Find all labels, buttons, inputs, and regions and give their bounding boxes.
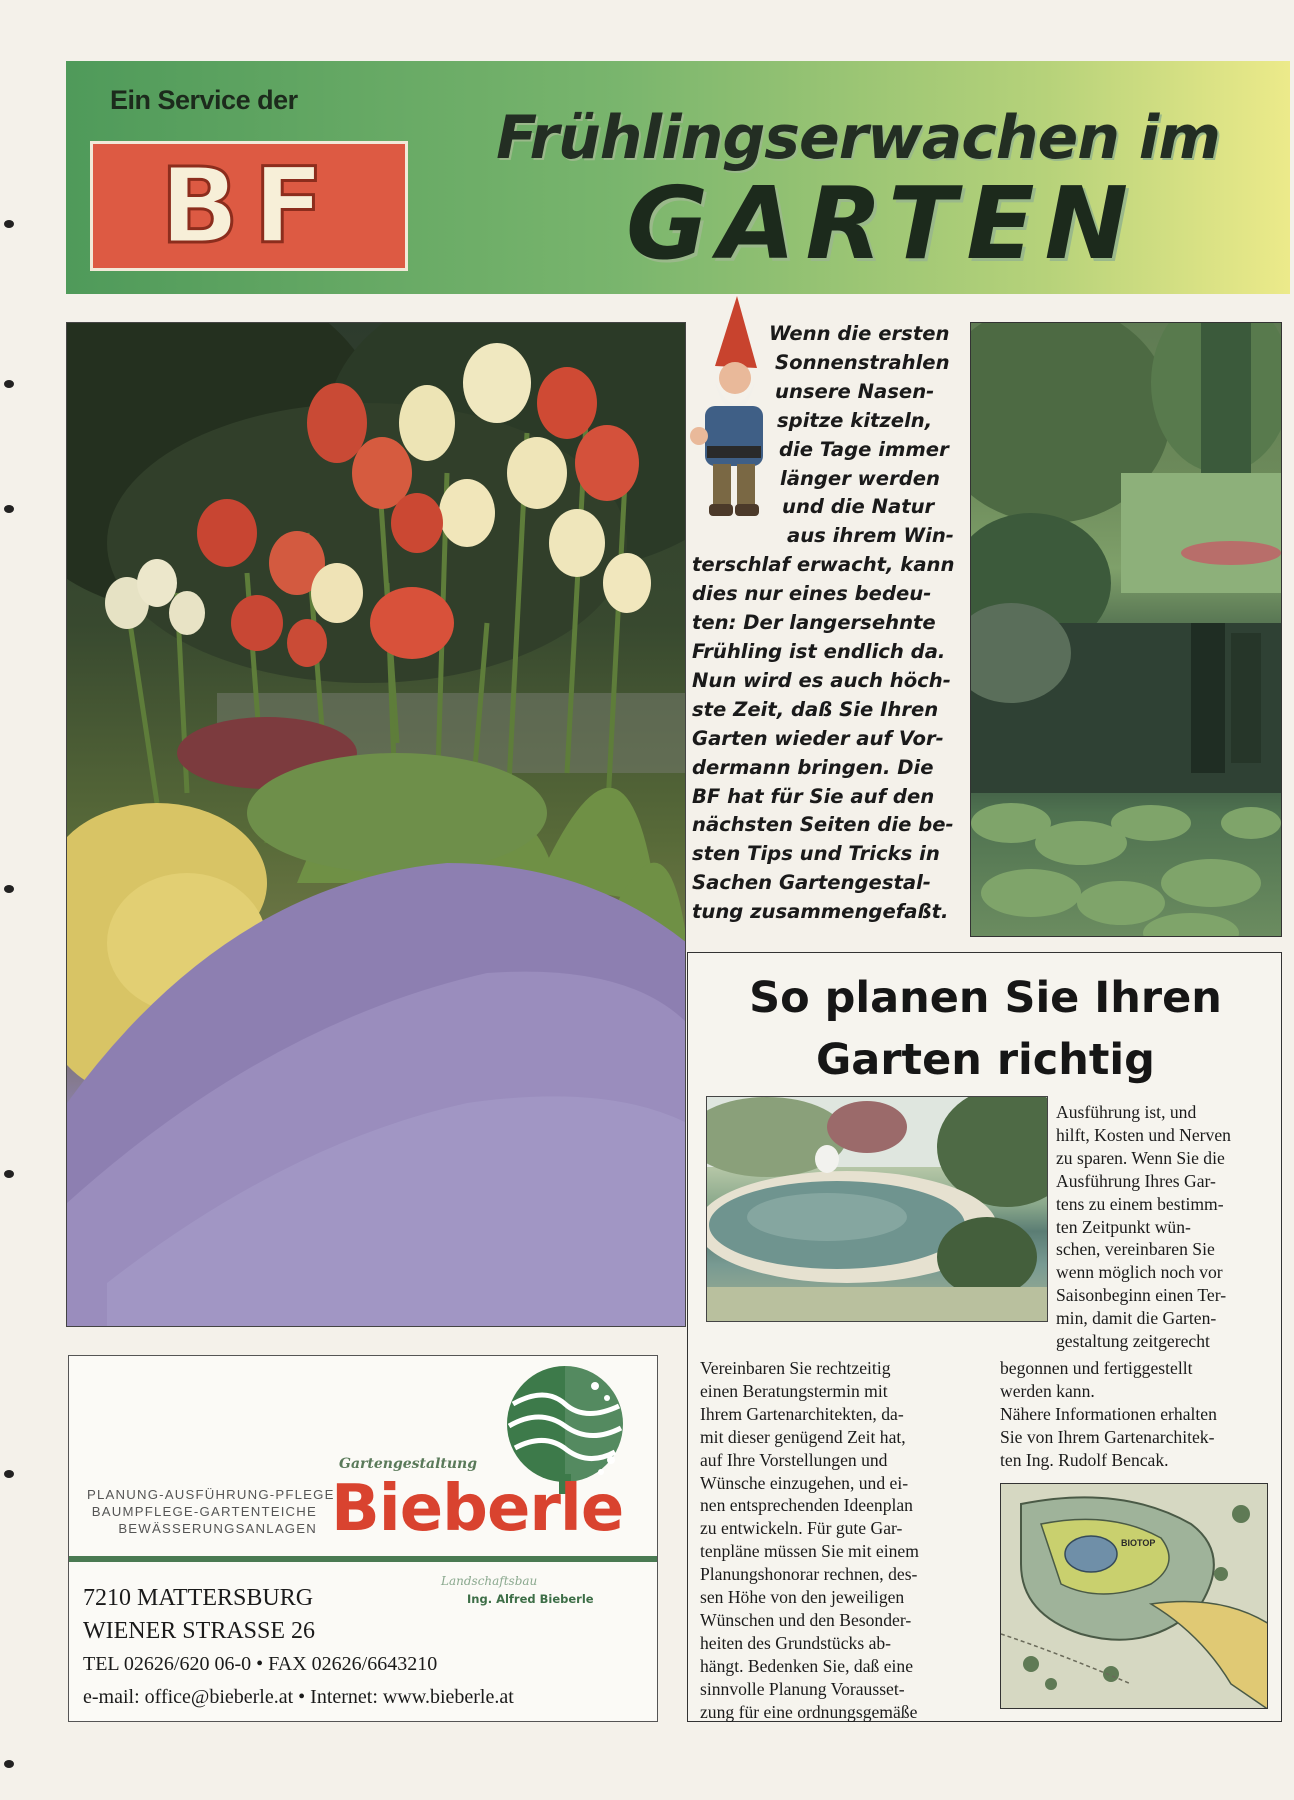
text-line: Planungshonorar rechnen, des- [700, 1564, 918, 1585]
text-line: sen Höhe von den jeweiligen [700, 1587, 905, 1608]
text-line: ten Zeitpunkt wün- [1056, 1216, 1191, 1237]
headline-line-2: GARTEN [626, 165, 1139, 282]
intro-line: BF hat für Sie auf den [692, 784, 935, 808]
ad-contact-block [83, 1582, 643, 1714]
intro-line: spitze kitzeln, [777, 408, 933, 432]
intro-paragraph [692, 320, 964, 927]
intro-line: die Tage immer [779, 437, 949, 461]
text-line: mit dieser genügend Zeit hat, [700, 1426, 906, 1447]
bf-logo [90, 141, 408, 271]
article-box [687, 952, 1282, 1722]
margin-mark [4, 380, 14, 388]
headline-line-1: Frühlingserwachen im [496, 103, 1220, 173]
margin-mark [4, 885, 14, 893]
article-title-line-2: Garten richtig [816, 1035, 1155, 1085]
intro-line: länger werden [780, 466, 941, 490]
intro-line: ten: Der langersehnte [692, 611, 936, 635]
text-line: einen Beratungstermin mit [700, 1380, 888, 1401]
intro-line: Garten wieder auf Vor- [692, 726, 944, 750]
intro-line: und die Natur [782, 495, 935, 519]
garden-plan-image [1000, 1483, 1268, 1709]
ad-owner: Ing. Alfred Bieberle [467, 1592, 594, 1606]
article-column-right-top [1056, 1101, 1264, 1353]
ad-service-line: BEWÄSSERUNGSANLAGEN [118, 1521, 317, 1536]
text-line: werden kann. [1000, 1380, 1095, 1401]
intro-line: aus ihrem Win- [787, 524, 954, 548]
intro-line: Wenn die ersten [769, 322, 950, 345]
intro-line: dies nur eines bedeu- [692, 582, 932, 606]
article-column-left [700, 1357, 970, 1724]
intro-line: terschlaf erwacht, kann [692, 553, 955, 577]
bieberle-advertisement [68, 1355, 658, 1722]
article-title-line-1: So planen Sie Ihren [749, 973, 1222, 1023]
intro-line: tung zusammengefaßt. [692, 900, 949, 924]
ad-phone-fax: TEL 02626/620 06-0 • FAX 02626/6643210 [83, 1653, 438, 1675]
text-line: zu entwickeln. Für gute Gar- [700, 1518, 903, 1539]
text-line: Ihrem Gartenarchitekten, da- [700, 1403, 904, 1424]
service-label: Ein Service der [110, 85, 298, 115]
tulip-illustration [67, 323, 686, 1327]
text-line: wenn möglich noch vor [1056, 1262, 1223, 1283]
intro-line: Sachen Gartengestal- [692, 871, 931, 895]
article-column-right-bottom [1000, 1357, 1268, 1472]
text-line: Nähere Informationen erhalten [1000, 1403, 1217, 1424]
intro-line: ste Zeit, daß Sie Ihren [692, 697, 939, 721]
text-line: hängt. Bedenken Sie, daß eine [700, 1655, 914, 1676]
text-line: Ausführung ist, und [1056, 1102, 1197, 1122]
pond-photo [970, 322, 1282, 937]
margin-mark [4, 1470, 14, 1478]
text-line: min, damit die Garten- [1056, 1308, 1217, 1329]
article-title [688, 967, 1283, 1091]
text-line: tenpläne müssen Sie mit einem [700, 1541, 919, 1562]
garden-plan-illustration [1001, 1484, 1268, 1709]
pond-illustration [971, 323, 1282, 937]
text-line: zu sparen. Wenn Sie die [1056, 1147, 1225, 1168]
ad-subtitle: Landschaftsbau [441, 1574, 538, 1588]
intro-line: sten Tips und Tricks in [692, 842, 940, 866]
text-line: Wünschen und den Besonder- [700, 1609, 912, 1630]
text-line: zung für eine ordnungsgemäße [700, 1701, 918, 1722]
text-line: Vereinbaren Sie rechtzeitig [700, 1358, 891, 1378]
text-line: Sie von Ihrem Gartenarchitek- [1000, 1426, 1215, 1447]
plan-label: BIOTOP [1121, 1538, 1156, 1548]
text-line: heiten des Grundstücks ab- [700, 1632, 892, 1653]
text-line: ten Ing. Rudolf Bencak. [1000, 1449, 1169, 1470]
margin-mark [4, 220, 14, 228]
pool-photo [706, 1096, 1048, 1322]
text-line: auf Ihre Vorstellungen und [700, 1449, 888, 1470]
text-line: nen entsprechenden Ideenplan [700, 1495, 913, 1516]
ad-script-label: Gartengestaltung [339, 1456, 478, 1472]
intro-line: nächsten Seiten die be- [692, 813, 954, 837]
intro-line: dermann bringen. Die [692, 755, 934, 779]
intro-line: unsere Nasen- [775, 379, 935, 403]
text-line: begonnen und fertiggestellt [1000, 1358, 1193, 1378]
ad-services-list [87, 1486, 335, 1537]
intro-line: Nun wird es auch höch- [692, 668, 951, 692]
bf-logo-text: BF [159, 145, 339, 267]
tulip-photo [66, 322, 686, 1327]
ad-service-line: BAUMPFLEGE-GARTENTEICHE [91, 1504, 317, 1519]
margin-mark [4, 505, 14, 513]
text-line: Ausführung Ihres Gar- [1056, 1170, 1216, 1191]
ad-web-email: e-mail: office@bieberle.at • Internet: www.bieberle.at [83, 1686, 514, 1708]
intro-line: Sonnenstrahlen [775, 350, 950, 374]
text-line: schen, vereinbaren Sie [1056, 1239, 1215, 1260]
ad-company-name: Bieberle [331, 1472, 624, 1546]
intro-line: Frühling ist endlich da. [692, 639, 946, 663]
header-banner [66, 61, 1290, 294]
ad-service-line: PLANUNG-AUSFÜHRUNG-PFLEGE [87, 1487, 335, 1502]
ad-address-street: WIENER STRASSE 26 [83, 1618, 316, 1644]
text-line: tens zu einem bestimm- [1056, 1193, 1224, 1214]
ad-divider [69, 1556, 657, 1562]
text-line: hilft, Kosten und Nerven [1056, 1124, 1231, 1145]
pool-illustration [707, 1097, 1048, 1322]
margin-mark [4, 1170, 14, 1178]
ad-address-city: 7210 MATTERSBURG [83, 1585, 314, 1611]
text-line: Saisonbeginn einen Ter- [1056, 1285, 1227, 1306]
text-line: gestaltung zeitgerecht [1056, 1331, 1210, 1352]
margin-mark [4, 1760, 14, 1768]
text-line: sinnvolle Planung Vorausset- [700, 1678, 905, 1699]
text-line: Wünsche einzugehen, und ei- [700, 1472, 909, 1493]
